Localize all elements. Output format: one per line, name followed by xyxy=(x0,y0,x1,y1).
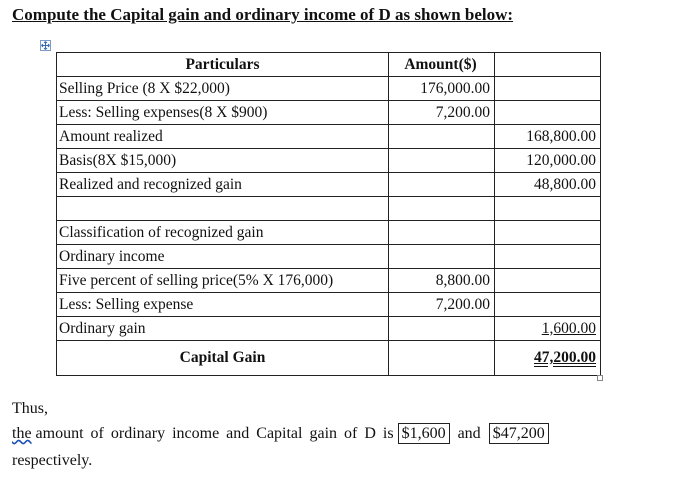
table-row-empty xyxy=(57,197,601,221)
row-amount xyxy=(389,173,495,197)
table-row xyxy=(57,149,601,173)
table-final-row xyxy=(57,341,601,376)
row-amount xyxy=(389,125,495,149)
row-amount xyxy=(389,149,495,173)
row-label: Amount realized xyxy=(57,125,389,149)
conclusion-sentence xyxy=(12,425,549,443)
table-row xyxy=(57,245,601,269)
row-label: Selling Price (8 X $22,000) xyxy=(57,77,389,101)
move-arrows-icon xyxy=(41,41,50,50)
table-move-handle[interactable] xyxy=(40,40,51,51)
row-amount: 7,200.00 xyxy=(389,101,495,125)
row-total xyxy=(495,77,601,101)
table-row xyxy=(57,317,601,341)
row-total xyxy=(495,293,601,317)
row-amount: 7,200.00 xyxy=(389,293,495,317)
row-amount xyxy=(389,245,495,269)
row-label: Classification of recognized gain xyxy=(57,221,389,245)
header-amount: Amount($) xyxy=(389,53,495,77)
row-total xyxy=(495,197,601,221)
row-label: Less: Selling expense xyxy=(57,293,389,317)
row-label: Five percent of selling price(5% X 176,000) xyxy=(57,269,389,293)
row-total xyxy=(495,221,601,245)
capital-gain-label: Capital Gain xyxy=(57,341,389,376)
row-total xyxy=(495,101,601,125)
row-label: Realized and recognized gain xyxy=(57,173,389,197)
conclusion-and: and xyxy=(457,425,481,442)
row-amount xyxy=(389,197,495,221)
ordinary-income-answer: $1,600 xyxy=(398,423,450,444)
row-total xyxy=(495,341,601,376)
conclusion-middle: amount of ordinary income and Capital gain of D is xyxy=(35,425,394,442)
ordinary-gain-value: 1,600.00 xyxy=(541,319,596,337)
conclusion-suffix: respectively. xyxy=(12,452,93,469)
table-row xyxy=(57,173,601,197)
table-row xyxy=(57,293,601,317)
capital-gain-answer: $47,200 xyxy=(489,423,549,444)
capital-gain-value: 47,200.00 xyxy=(534,349,596,366)
row-total: 120,000.00 xyxy=(495,149,601,173)
table-row xyxy=(57,77,601,101)
row-total xyxy=(495,245,601,269)
row-label: Less: Selling expenses(8 X $900) xyxy=(57,101,389,125)
row-total xyxy=(495,269,601,293)
row-amount: 8,800.00 xyxy=(389,269,495,293)
row-label: Ordinary gain xyxy=(57,317,389,341)
row-label xyxy=(57,197,389,221)
table-resize-handle[interactable] xyxy=(597,375,603,381)
table-header-row xyxy=(57,53,601,77)
conclusion-thus: Thus, xyxy=(12,400,48,417)
table-row xyxy=(57,101,601,125)
row-amount xyxy=(389,317,495,341)
table-row xyxy=(57,221,601,245)
row-label: Ordinary income xyxy=(57,245,389,269)
row-amount xyxy=(389,341,495,376)
row-amount xyxy=(389,221,495,245)
header-particulars: Particulars xyxy=(57,53,389,77)
row-amount: 176,000.00 xyxy=(389,77,495,101)
page-title: Compute the Capital gain and ordinary income of D as shown below: xyxy=(12,5,514,24)
table-row xyxy=(57,125,601,149)
table-row xyxy=(57,269,601,293)
header-total xyxy=(495,53,601,77)
row-total: 48,800.00 xyxy=(495,173,601,197)
spellcheck-word: the xyxy=(12,425,32,442)
calculation-table xyxy=(56,52,601,376)
row-total xyxy=(495,317,601,341)
row-total: 168,800.00 xyxy=(495,125,601,149)
row-label: Basis(8X $15,000) xyxy=(57,149,389,173)
